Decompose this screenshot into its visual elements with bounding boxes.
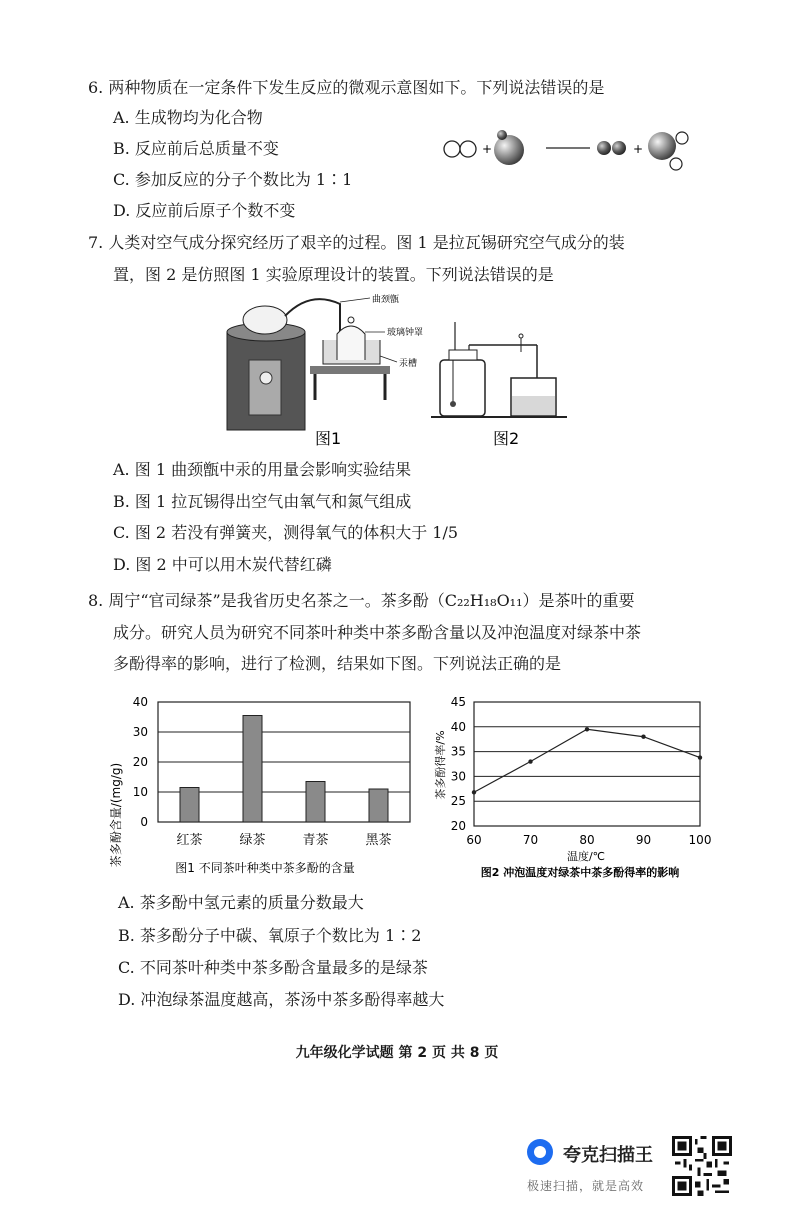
chart1-category-label: 红茶 bbox=[176, 833, 203, 848]
q7-option-a: A. 图 1 曲颈甑中汞的用量会影响实验结果 bbox=[113, 460, 412, 479]
q8-option-a: A. 茶多酚中氢元素的质量分数最大 bbox=[118, 893, 364, 912]
chart2-ytick-label: 30 bbox=[450, 769, 466, 784]
fig1-label-bell-jar: 玻璃钟罩 bbox=[387, 328, 424, 338]
q8-stem-line1: 8. 周宁“官司绿茶”是我省历史名茶之一。茶多酚（C₂₂H₁₈O₁₁）是茶叶的重要 bbox=[88, 591, 635, 610]
chart1-ytick-label: 20 bbox=[132, 755, 148, 769]
chart2-ylabel: 茶多酚得率/% bbox=[434, 730, 447, 800]
chart1-bar bbox=[306, 782, 325, 823]
q7-stem-line2: 置，图 2 是仿照图 1 实验原理设计的装置。下列说法错误的是 bbox=[113, 265, 554, 284]
q6-reaction-diagram bbox=[440, 124, 700, 174]
line-chart-temperature bbox=[430, 690, 730, 880]
q7-stem-line1: 7. 人类对空气成分探究经历了艰辛的过程。图 1 是拉瓦锡研究空气成分的装 bbox=[88, 233, 625, 252]
fig2-caption: 图2 bbox=[493, 429, 520, 448]
chart2-xtick-label: 60 bbox=[466, 833, 482, 847]
chart1-bar bbox=[243, 716, 262, 823]
q8-option-c: C. 不同茶叶种类中茶多酚含量最多的是绿茶 bbox=[118, 958, 428, 977]
chart1-ytick-label: 0 bbox=[140, 815, 148, 829]
chart2-point bbox=[641, 735, 645, 739]
q6-option-d: D. 反应前后原子个数不变 bbox=[113, 201, 296, 220]
product-molecule-1 bbox=[597, 141, 626, 155]
chart2-point bbox=[528, 759, 532, 763]
q7-option-c: C. 图 2 若没有弹簧夹，测得氧气的体积大于 1/5 bbox=[113, 523, 459, 542]
chart2-frame bbox=[474, 702, 700, 826]
q8-stem-line3: 多酚得率的影响，进行了检测，结果如下图。下列说法正确的是 bbox=[113, 654, 562, 673]
q7-figures bbox=[215, 290, 585, 450]
chart1-ytick-label: 30 bbox=[132, 725, 148, 739]
chart2-ytick-label: 25 bbox=[450, 794, 466, 809]
scanner-watermark bbox=[527, 1135, 667, 1195]
chart2-point bbox=[698, 755, 702, 759]
chart2-ytick-label: 40 bbox=[450, 719, 466, 734]
chart1-bar bbox=[180, 788, 199, 823]
qr-code-icon bbox=[672, 1136, 732, 1196]
chart1-category-label: 青茶 bbox=[302, 833, 329, 848]
reactant-molecule-1 bbox=[444, 141, 476, 157]
chart1-ytick-label: 40 bbox=[132, 695, 148, 709]
chart1-category-label: 黑茶 bbox=[365, 833, 392, 848]
bar-chart-tea-types bbox=[100, 690, 430, 880]
plus-sign: + bbox=[482, 142, 493, 156]
fig1-lavoisier-apparatus bbox=[227, 299, 390, 430]
chart2-xtick-label: 80 bbox=[579, 833, 595, 847]
q8-option-d: D. 冲泡绿茶温度越高，茶汤中茶多酚得率越大 bbox=[118, 990, 445, 1009]
chart2-title: 图2 冲泡温度对绿茶中茶多酚得率的影响 bbox=[480, 866, 680, 879]
q8-stem-line2: 成分。研究人员为研究不同茶叶种类中茶多酚含量以及冲泡温度对绿茶中茶 bbox=[113, 623, 642, 642]
chart2-point bbox=[585, 727, 589, 731]
fig1-label-retort: 曲颈甑 bbox=[372, 295, 400, 305]
brand-slogan: 极速扫描，就是高效 bbox=[527, 1179, 645, 1193]
plus-sign-2: + bbox=[633, 142, 644, 156]
q7-option-b: B. 图 1 拉瓦锡得出空气由氧气和氮气组成 bbox=[113, 492, 412, 511]
q6-option-a: A. 生成物均为化合物 bbox=[113, 108, 263, 127]
q6-option-c: C. 参加反应的分子个数比为 1∶1 bbox=[113, 170, 353, 189]
fig1-label-trough: 汞槽 bbox=[399, 359, 418, 369]
q6-stem: 6. 两种物质在一定条件下发生反应的微观示意图如下。下列说法错误的是 bbox=[88, 78, 605, 97]
chart1-bar bbox=[369, 789, 388, 822]
chart2-ytick-label: 20 bbox=[450, 819, 466, 833]
fig2-apparatus bbox=[431, 322, 567, 417]
chart2-xtick-label: 90 bbox=[635, 833, 652, 847]
chart1-ylabel: 茶多酚含量/(mg/g) bbox=[109, 762, 123, 868]
chart1-category-label: 绿茶 bbox=[239, 833, 266, 848]
quark-logo-icon bbox=[527, 1139, 553, 1165]
q7-option-d: D. 图 2 中可以用木炭代替红磷 bbox=[113, 555, 332, 574]
chart2-xtick-label: 70 bbox=[522, 833, 539, 847]
chart2-ytick-label: 35 bbox=[450, 744, 466, 759]
chart2-ytick-label: 45 bbox=[450, 695, 466, 709]
chart2-point bbox=[472, 790, 476, 794]
chart2-series-line bbox=[474, 729, 700, 792]
page-footer: 九年级化学试题 第 2 页 共 8 页 bbox=[295, 1045, 499, 1061]
product-molecule-2 bbox=[648, 132, 688, 170]
q6-option-b: B. 反应前后总质量不变 bbox=[113, 139, 279, 158]
reactant-molecule-2 bbox=[494, 130, 524, 165]
fig1-caption: 图1 bbox=[315, 429, 342, 448]
chart2-xtick-label: 100 bbox=[688, 833, 712, 847]
chart1-ytick-label: 10 bbox=[132, 785, 148, 799]
q8-option-b: B. 茶多酚分子中碳、氧原子个数比为 1∶2 bbox=[118, 926, 422, 945]
brand-name: 夸克扫描王 bbox=[563, 1145, 653, 1166]
chart2-xlabel: 温度/℃ bbox=[566, 850, 606, 863]
chart1-title: 图1 不同茶叶种类中茶多酚的含量 bbox=[175, 861, 355, 875]
